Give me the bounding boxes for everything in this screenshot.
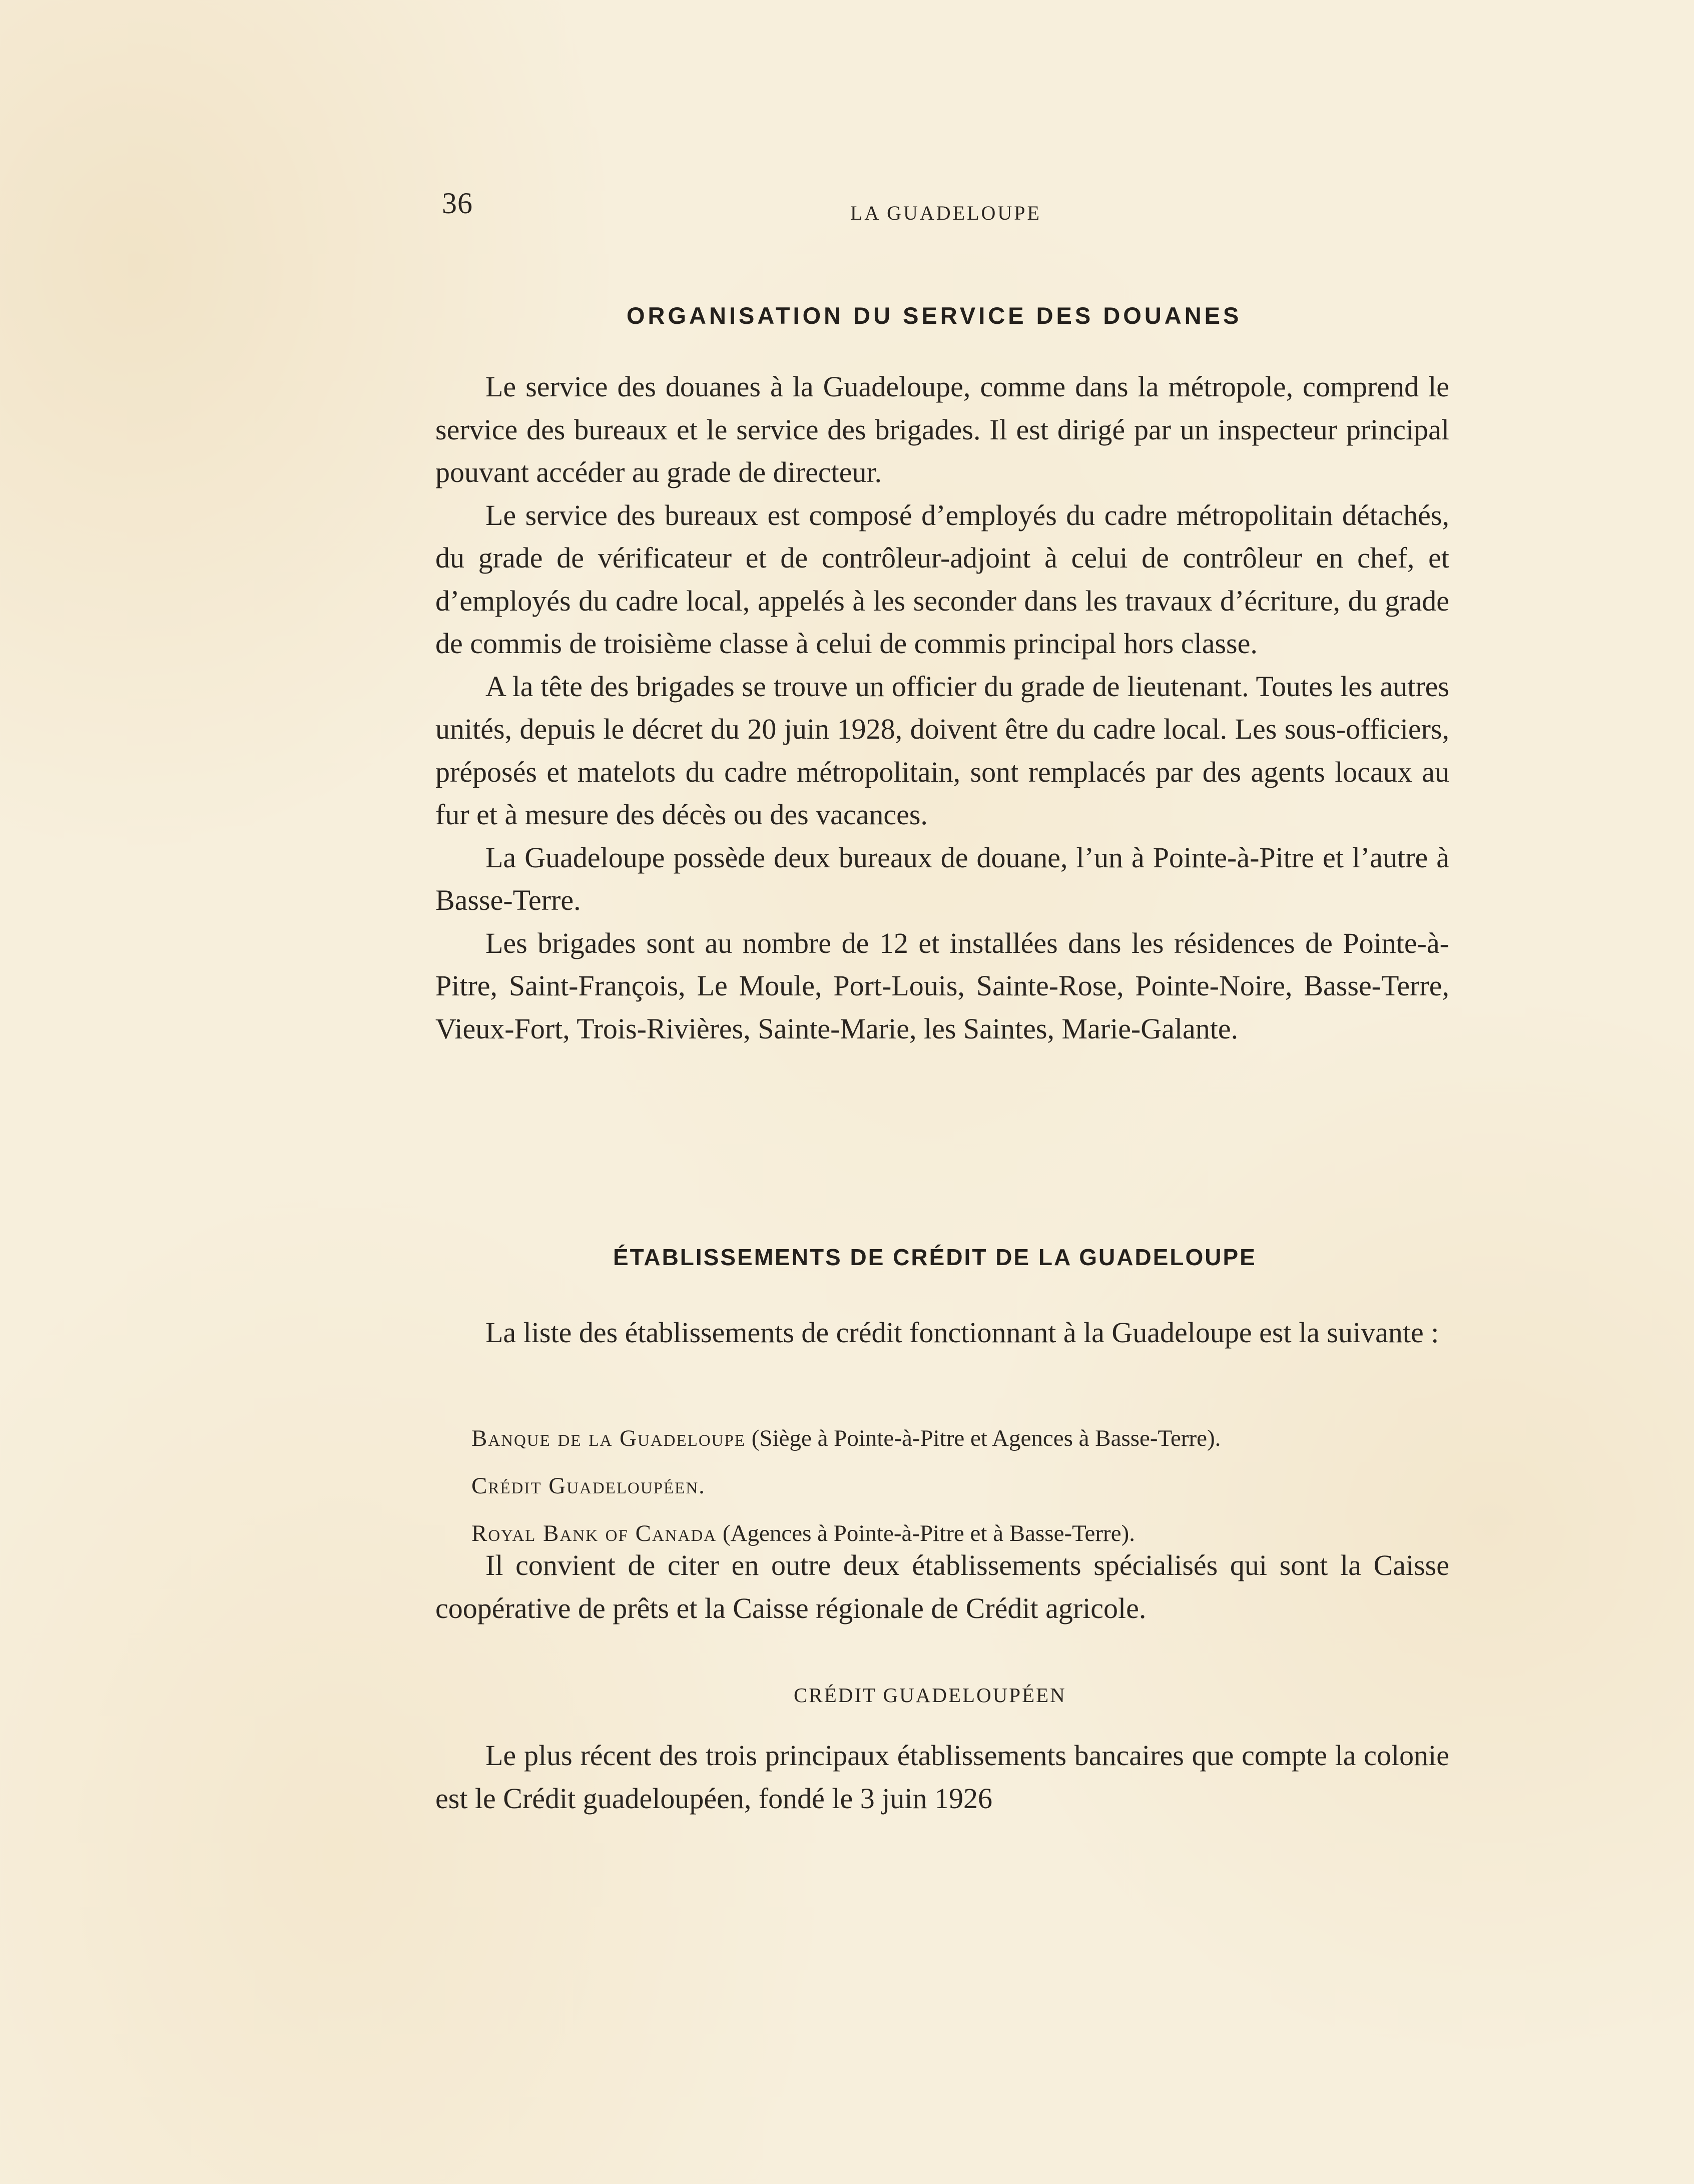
- credit-guadeloupeen-body: [435, 1734, 1449, 1820]
- list-item: [471, 1415, 1452, 1462]
- institution-name: Royal Bank of Canada: [471, 1520, 717, 1546]
- paragraph: Le service des bureaux est composé d’employés du cadre métropolitain détachés, du grade de vérificateur et de contrôleur-adjoint à celui de contrôleur en chef, et d’employés du cadre local, appelés à les seconder dans les travaux d’écriture, du grade de commis de troisième classe à celui de commis principal hors classe.: [435, 498, 1449, 660]
- institution-detail: (Siège à Pointe-à-Pitre et Agences à Basse-Terre).: [746, 1425, 1221, 1451]
- page-header: [442, 186, 1448, 231]
- paragraph: Le plus récent des trois principaux établissements bancaires que compte la colonie est le Crédit guadeloupéen, fondé le 3 juin 1926: [435, 1739, 1449, 1815]
- list-item: [471, 1462, 1452, 1510]
- paragraph: Il convient de citer en outre deux établissements spécialisés qui sont la Caisse coopérative de prêts et la Caisse régionale de Crédit agricole.: [435, 1549, 1449, 1624]
- paragraph: A la tête des brigades se trouve un officier du grade de lieutenant. Toutes les autres unités, depuis le décret du 20 juin 1928, doivent être du cadre local. Les sous-officiers, préposés et matelots du cadre métropolitain, sont remplacés par des agents locaux au fur et à mesure des décès ou des vacances.: [435, 670, 1449, 831]
- page-number: 36: [442, 187, 473, 220]
- institution-detail: (Agences à Pointe-à-Pitre et à Basse-Terre).: [717, 1520, 1135, 1546]
- section-title-credit: ÉTABLISSEMENTS DE CRÉDIT DE LA GUADELOUPE: [613, 1244, 1257, 1270]
- customs-body: [435, 365, 1449, 1050]
- section-title-customs: ORGANISATION DU SERVICE DES DOUANES: [627, 302, 1242, 329]
- institution-name: Banque de la Guadeloupe: [471, 1425, 746, 1451]
- running-title: LA GUADELOUPE: [850, 202, 1041, 224]
- paragraph: La Guadeloupe possède deux bureaux de douane, l’un à Pointe-à-Pitre et l’autre à Basse-Terre.: [435, 841, 1449, 916]
- paragraph: Le service des douanes à la Guadeloupe, comme dans la métropole, comprend le service des bureaux et le service des brigades. Il est dirigé par un inspecteur principal pouvant accéder au grade de directeur.: [435, 370, 1449, 488]
- paragraph: Les brigades sont au nombre de 12 et installées dans les résidences de Pointe-à-Pitre, Saint-François, Le Moule, Port-Louis, Sainte-Rose, Pointe-Noire, Basse-Terre, Vieux-Fort, Trois-Rivières, Sainte-Marie, les Saintes, Marie-Galante.: [435, 926, 1449, 1045]
- institution-name: Crédit Guadeloupéen.: [471, 1473, 706, 1499]
- credit-closing: [435, 1544, 1449, 1629]
- paragraph: La liste des établissements de crédit fonctionnant à la Guadeloupe est la suivante :: [485, 1316, 1439, 1349]
- credit-intro: [435, 1311, 1449, 1354]
- section-title-credit-guadeloupeen: CRÉDIT GUADELOUPÉEN: [794, 1684, 1066, 1707]
- institution-list: [471, 1415, 1452, 1557]
